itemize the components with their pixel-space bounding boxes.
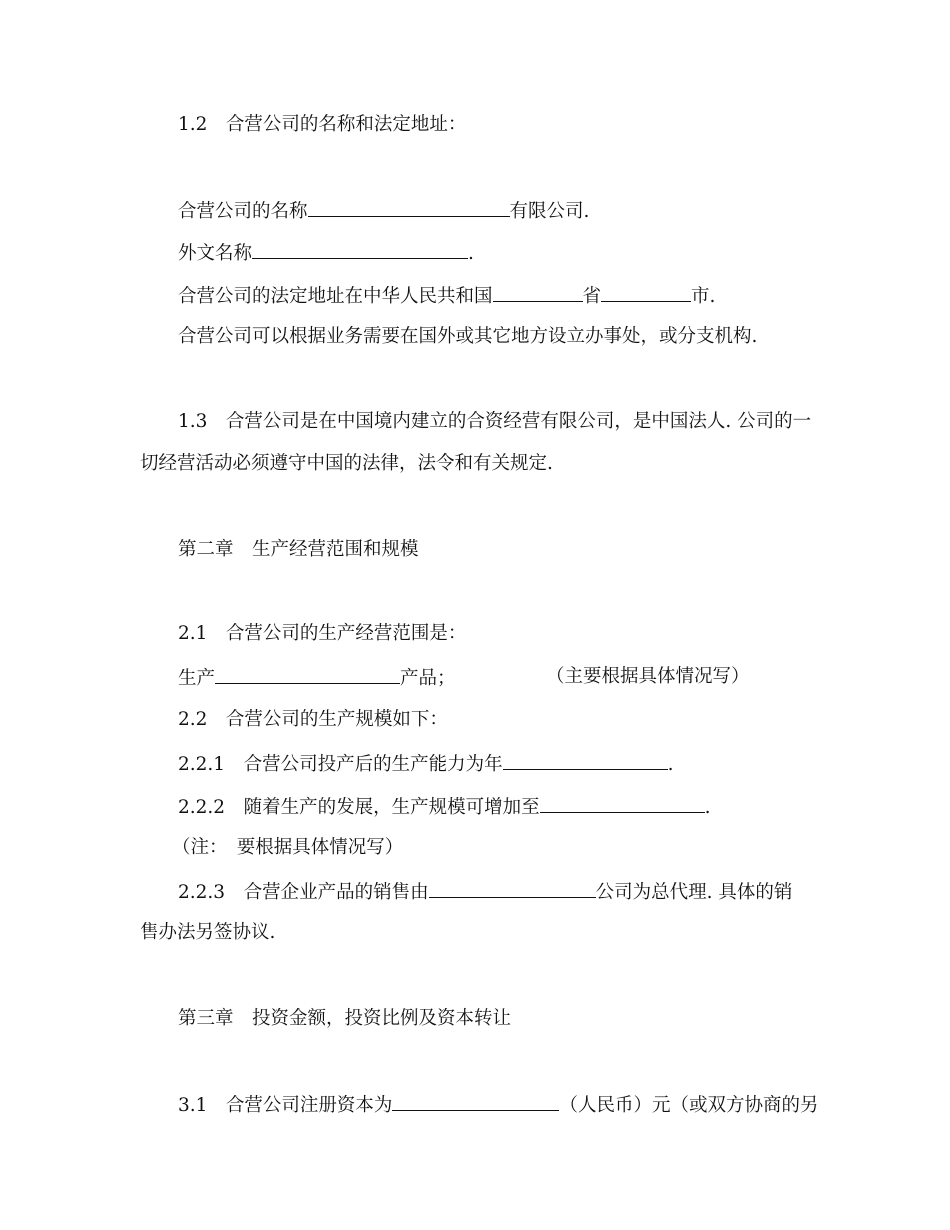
- label: 合营公司的法定地址在中华人民共和国: [178, 286, 493, 307]
- registered-capital-blank[interactable]: [392, 1092, 559, 1111]
- capacity-blank[interactable]: [503, 751, 668, 770]
- section-2-2-1: [178, 751, 673, 777]
- label: 公司为总代理. 具体的销: [595, 882, 793, 903]
- label: .: [704, 797, 711, 818]
- section-2-1: 2.1 合营公司的生产经营范围是：: [178, 623, 467, 644]
- label: 生产: [178, 668, 216, 689]
- branch-line: 合营公司可以根据业务需要在国外或其它地方设立办事处，或分支机构.: [178, 326, 758, 347]
- produce-line: [178, 665, 456, 691]
- label: 2.2.2 随着生产的发展，生产规模可增加至: [178, 797, 540, 818]
- company-name-line: [178, 198, 589, 224]
- label: （人民币）元（或双方协商的另: [559, 1095, 819, 1116]
- foreign-name-line: [178, 240, 474, 266]
- product-blank[interactable]: [215, 665, 400, 684]
- foreign-name-blank[interactable]: [252, 240, 468, 259]
- city-blank[interactable]: [601, 283, 691, 302]
- section-1-2-heading: 1.2 合营公司的名称和法定地址：: [178, 114, 467, 135]
- label: 2.2.3 合营企业产品的销售由: [178, 882, 429, 903]
- scale-blank[interactable]: [540, 794, 705, 813]
- label: 市.: [691, 286, 716, 307]
- label: 3.1 合营公司注册资本为: [178, 1095, 393, 1116]
- agent-company-blank[interactable]: [429, 879, 596, 898]
- section-2-2-2: [178, 794, 710, 820]
- label: 外文名称: [178, 243, 253, 264]
- label: 合营公司的名称: [178, 201, 308, 222]
- section-2-2-3-cont: 售办法另签协议.: [140, 922, 276, 943]
- label: 省: [582, 286, 602, 307]
- section-2-2: 2.2 合营公司的生产规模如下：: [178, 709, 448, 730]
- label: 有限公司.: [509, 201, 590, 222]
- section-3-1: [178, 1092, 818, 1118]
- label: .: [667, 754, 674, 775]
- note-line: （注： 要根据具体情况写）: [172, 837, 404, 858]
- company-name-blank[interactable]: [308, 198, 510, 217]
- province-blank[interactable]: [493, 283, 583, 302]
- label: .: [468, 243, 474, 264]
- section-2-2-3: [178, 879, 792, 905]
- label: 产品；: [400, 668, 456, 689]
- label: 2.2.1 合营公司投产后的生产能力为年: [178, 754, 503, 775]
- chapter-3-heading: 第三章 投资金额，投资比例及资本转让: [178, 1008, 512, 1029]
- produce-note: （主要根据具体情况写）: [546, 666, 750, 687]
- chapter-2-heading: 第二章 生产经营范围和规模: [178, 539, 419, 560]
- section-1-3-line1: 1.3 合营公司是在中国境内建立的合资经营有限公司，是中国法人. 公司的一: [178, 411, 812, 432]
- address-line: [178, 283, 715, 309]
- section-1-3-line2: 切经营活动必须遵守中国的法律，法令和有关规定.: [140, 453, 553, 474]
